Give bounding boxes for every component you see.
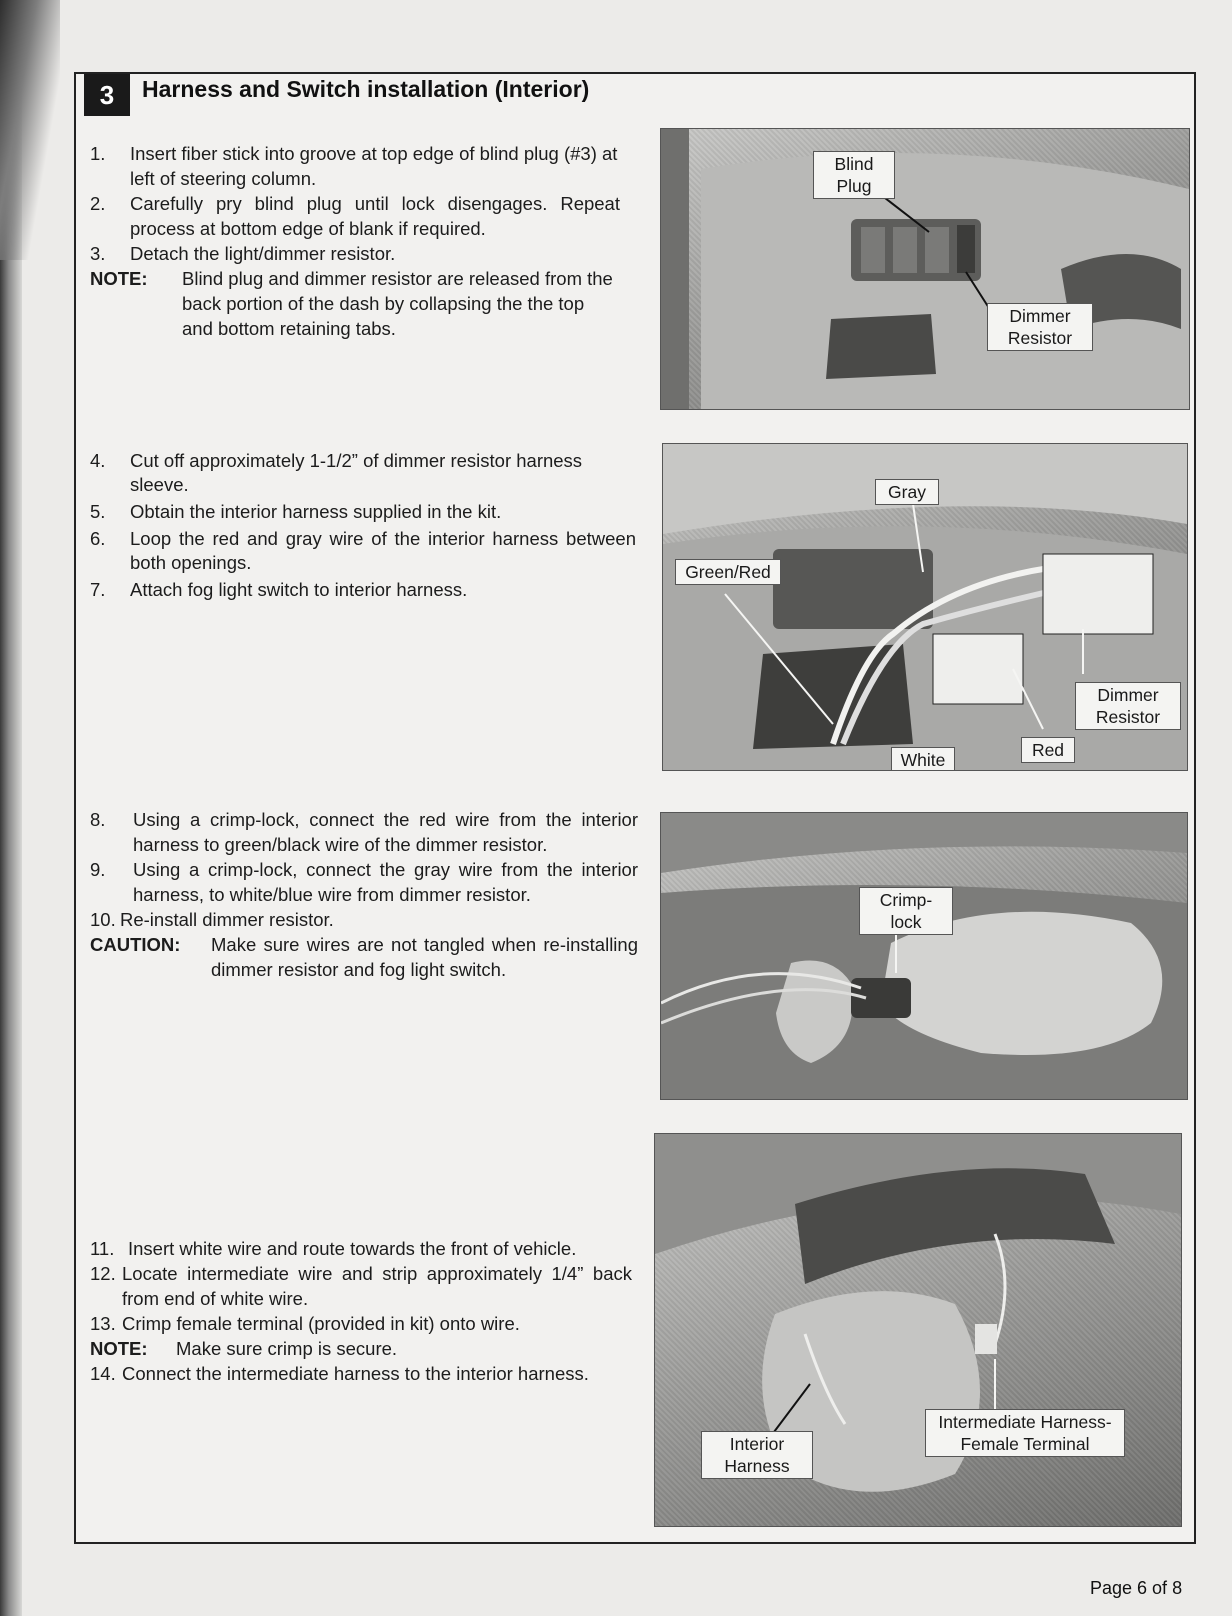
note-text: Make sure crimp is secure. bbox=[176, 1338, 398, 1359]
photo-blind-plug bbox=[660, 128, 1190, 410]
step-item: 9. Using a crimp-lock, connect the gray wire from the interior harness, to white/blue wire from dimmer resistor. bbox=[90, 859, 638, 905]
step-item: 1. Insert fiber stick into groove at top edge of blind plug (#3) at left of steering column. bbox=[90, 143, 618, 189]
callout-gray: Gray bbox=[875, 479, 939, 505]
note bbox=[90, 1336, 632, 1361]
caution-label: CAUTION: bbox=[90, 934, 181, 955]
note-label: NOTE: bbox=[90, 268, 148, 289]
photo-1-drawing bbox=[661, 129, 1189, 409]
photo-3-drawing bbox=[661, 813, 1187, 1099]
photo-intermediate-harness bbox=[654, 1133, 1182, 1527]
callout-intermediate-harness: Intermediate Harness- Female Terminal bbox=[925, 1409, 1125, 1457]
step-item: 11. Insert white wire and route towards the front of vehicle. bbox=[90, 1238, 577, 1259]
step-item: 8. Using a crimp-lock, connect the red wire from the interior harness to green/black wire of the dimmer resistor. bbox=[90, 809, 638, 855]
step-item: 12. Locate intermediate wire and strip approximately 1/4” back from end of white wire. bbox=[90, 1263, 632, 1309]
caution-text: Make sure wires are not tangled when re-installing dimmer resistor and fog light switch. bbox=[211, 934, 638, 980]
scan-shadow-corner bbox=[0, 0, 60, 260]
step-item: 10. Re-install dimmer resistor. bbox=[90, 909, 334, 930]
note bbox=[90, 266, 620, 341]
step-item: 6. Loop the red and gray wire of the interior harness between both openings. bbox=[90, 528, 636, 573]
steps-block-2 bbox=[90, 449, 636, 602]
note-text: Blind plug and dimmer resistor are released from the back portion of the dash by collapsing the the top and bottom retaining tabs. bbox=[182, 268, 613, 339]
steps-block-1 bbox=[90, 141, 620, 341]
callout-dimmer-resistor: Dimmer Resistor bbox=[987, 303, 1093, 351]
steps-block-3 bbox=[90, 807, 638, 982]
section-number: 3 bbox=[84, 74, 130, 116]
page-number: Page 6 of 8 bbox=[1090, 1578, 1183, 1598]
step-item: 3. Detach the light/dimmer resistor. bbox=[90, 243, 396, 264]
note-label: NOTE: bbox=[90, 1338, 148, 1359]
photo-wiring bbox=[662, 443, 1188, 771]
callout-white: White bbox=[891, 747, 955, 771]
step-item: 2. Carefully pry blind plug until lock disengages. Repeat process at bottom edge of blank if required. bbox=[90, 193, 620, 239]
callout-crimp-lock: Crimp-lock bbox=[859, 887, 953, 935]
step-item: 14. Connect the intermediate harness to the interior harness. bbox=[90, 1363, 589, 1384]
callout-red: Red bbox=[1021, 737, 1075, 763]
callout-blind-plug: Blind Plug bbox=[813, 151, 895, 199]
callout-dimmer-resistor: Dimmer Resistor bbox=[1075, 682, 1181, 730]
section-title: Harness and Switch installation (Interior) bbox=[142, 76, 590, 102]
step-item: 4. Cut off approximately 1-1/2” of dimmer resistor harness sleeve. bbox=[90, 450, 583, 495]
step-item: 13. Crimp female terminal (provided in kit) onto wire. bbox=[90, 1313, 520, 1334]
step-item: 7. Attach fog light switch to interior harness. bbox=[90, 579, 468, 600]
callout-green-red: Green/Red bbox=[675, 559, 781, 585]
photo-crimp-lock bbox=[660, 812, 1188, 1100]
step-item: 5. Obtain the interior harness supplied in the kit. bbox=[90, 501, 502, 522]
steps-block-4 bbox=[90, 1236, 632, 1386]
callout-interior-harness: Interior Harness bbox=[701, 1431, 813, 1479]
caution bbox=[90, 932, 638, 982]
